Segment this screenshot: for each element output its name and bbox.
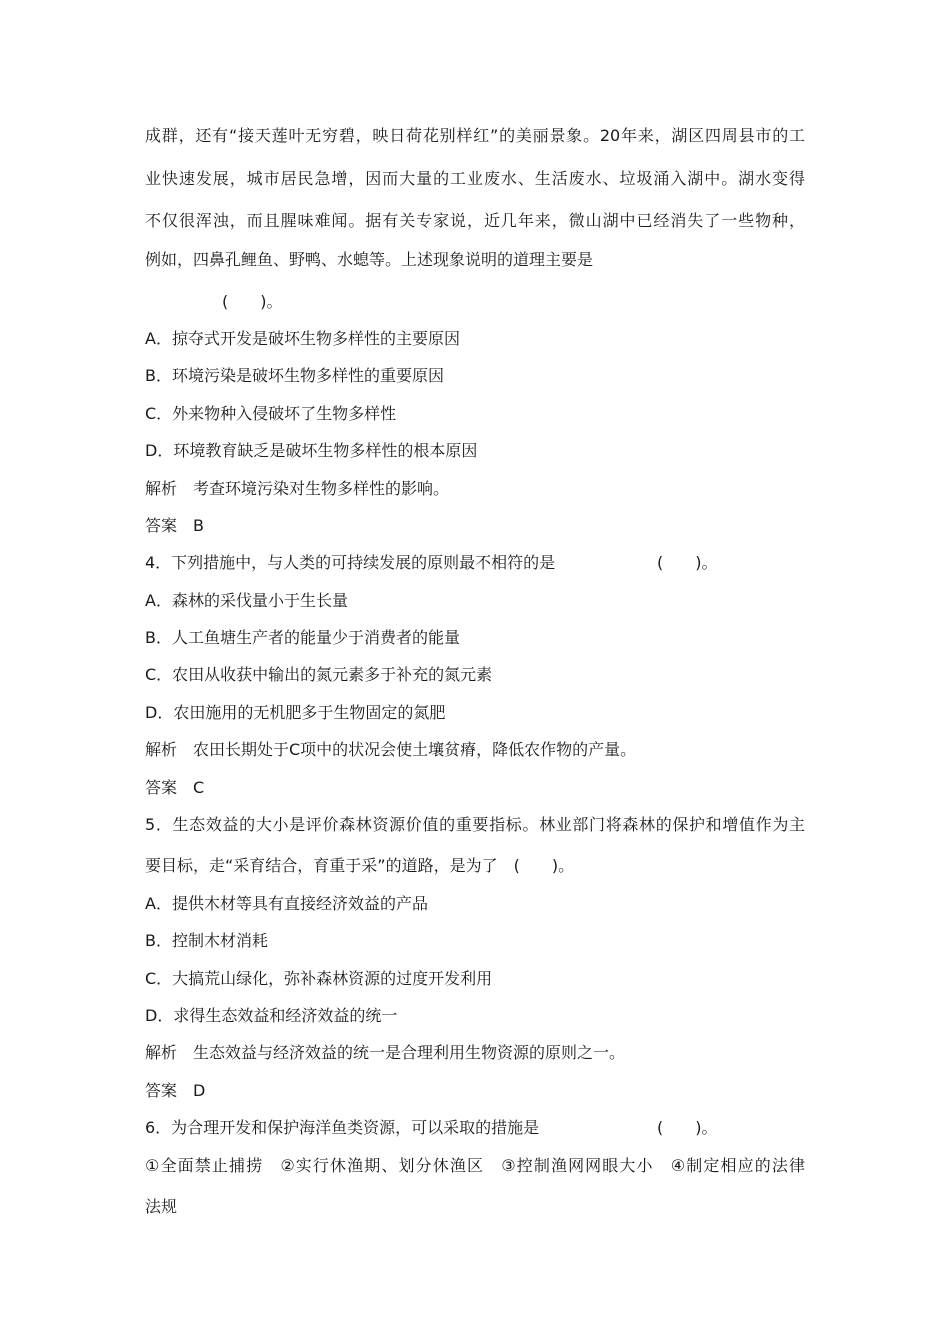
q6-answer-blank: ( )。: [657, 1118, 718, 1137]
q4-analysis: 解析 农田长期处于C项中的状况会使土壤贫瘠，降低农作物的产量。: [145, 740, 637, 759]
q5-option-b: B．控制木材消耗: [145, 931, 268, 950]
q3-stem-line-3: 不仅很浑浊，而且腥味难闻。据有关专家说，近几年来，微山湖中已经消失了一些物种，: [145, 211, 805, 230]
q3-stem-line-4: 例如，四鼻孔鲤鱼、野鸭、水螅等。上述现象说明的道理主要是: [145, 250, 594, 269]
q3-option-d: D．环境教育缺乏是破坏生物多样性的根本原因: [145, 441, 478, 460]
q5-answer: 答案 D: [145, 1081, 206, 1100]
q3-option-b: B．环境污染是破坏生物多样性的重要原因: [145, 366, 444, 385]
q5-stem-line-2: 要目标，走“采育结合，育重于采”的道路，是为了 ( )。: [145, 856, 575, 875]
q5-stem-line-1: 5．生态效益的大小是评价森林资源价值的重要指标。林业部门将森林的保护和增值作为主: [145, 815, 805, 834]
q5-option-a: A．提供木材等具有直接经济效益的产品: [145, 894, 428, 913]
q3-answer-blank: ( )。: [222, 292, 283, 311]
q3-stem-line-2: 业快速发展，城市居民急增，因而大量的工业废水、生活废水、垃圾涌入湖中。湖水变得: [145, 169, 805, 188]
q5-analysis: 解析 生态效益与经济效益的统一是合理利用生物资源的原则之一。: [145, 1043, 626, 1062]
q3-analysis: 解析 考查环境污染对生物多样性的影响。: [145, 479, 450, 498]
q4-option-d: D．农田施用的无机肥多于生物固定的氮肥: [145, 703, 446, 722]
q4-option-c: C．农田从收获中输出的氮元素多于补充的氮元素: [145, 665, 493, 684]
q5-option-d: D．求得生态效益和经济效益的统一: [145, 1006, 398, 1025]
q5-option-c: C．大搞荒山绿化，弥补森林资源的过度开发利用: [145, 969, 493, 988]
q4-stem: 4．下列措施中，与人类的可持续发展的原则最不相符的是: [145, 553, 556, 572]
q3-option-a: A．掠夺式开发是破坏生物多样性的主要原因: [145, 329, 460, 348]
q6-items-line-1: ①全面禁止捕捞 ②实行休渔期、划分休渔区 ③控制渔网网眼大小 ④制定相应的法律: [145, 1156, 805, 1175]
q4-option-b: B．人工鱼塘生产者的能量少于消费者的能量: [145, 628, 460, 647]
q3-option-c: C．外来物种入侵破坏了生物多样性: [145, 404, 397, 423]
q4-answer-blank: ( )。: [657, 553, 718, 572]
q4-answer: 答案 C: [145, 778, 205, 797]
q3-answer: 答案 B: [145, 516, 204, 535]
q6-stem: 6．为合理开发和保护海洋鱼类资源，可以采取的措施是: [145, 1118, 540, 1137]
q3-stem-line-1: 成群，还有“接天莲叶无穷碧，映日荷花别样红”的美丽景象。20年来，湖区四周县市的工: [145, 126, 805, 145]
q4-option-a: A．森林的采伐量小于生长量: [145, 591, 348, 610]
q6-items-line-2: 法规: [145, 1197, 178, 1216]
